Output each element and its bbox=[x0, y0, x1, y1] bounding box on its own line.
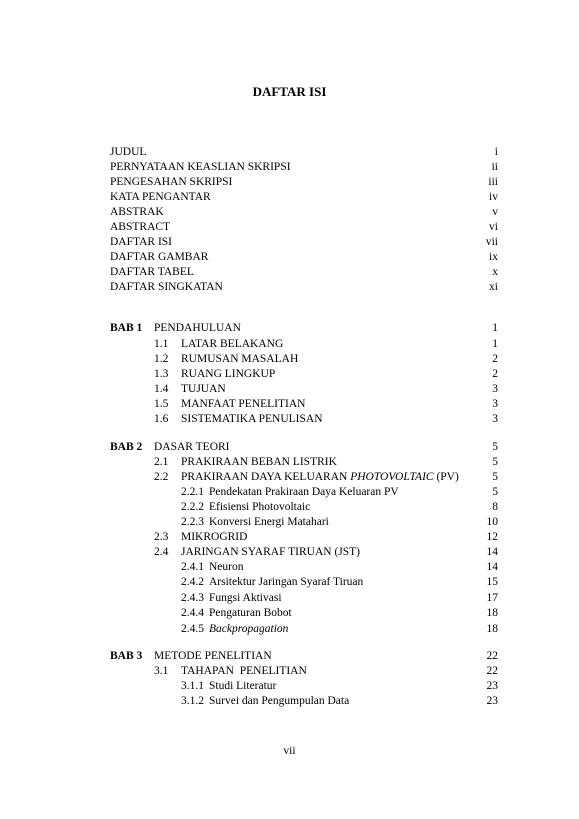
toc-subsection bbox=[110, 500, 498, 515]
toc-section bbox=[110, 382, 498, 397]
section-title: TUJUAN bbox=[181, 383, 226, 395]
toc-entry-page: 8 bbox=[492, 501, 498, 513]
toc-entry bbox=[110, 280, 498, 295]
toc-subsection bbox=[110, 560, 498, 575]
toc-entry-page: 1 bbox=[492, 322, 498, 334]
subsection-number: 2.4.1 bbox=[181, 561, 204, 573]
toc-entry-label: DAFTAR ISI bbox=[110, 236, 173, 248]
toc-entry-page: 5 bbox=[492, 441, 498, 453]
toc-entry-page: 14 bbox=[486, 546, 498, 558]
toc-entry bbox=[110, 175, 498, 190]
toc-entry-page: 5 bbox=[492, 456, 498, 468]
section-title: RUANG LINGKUP bbox=[181, 368, 276, 380]
toc-entry-label: DAFTAR GAMBAR bbox=[110, 251, 209, 263]
section-number: 2.4 bbox=[154, 546, 169, 558]
subsection-title: Studi Literatur bbox=[209, 680, 277, 692]
toc-section bbox=[110, 352, 498, 367]
section-number: 2.1 bbox=[154, 456, 169, 468]
toc-entry-label: PENGESAHAN SKRIPSI bbox=[110, 176, 233, 188]
toc-subsection bbox=[110, 515, 498, 530]
toc-entry-page: vii bbox=[485, 236, 498, 248]
subsection-title: Pengaturan Bobot bbox=[209, 607, 292, 619]
toc-chapter bbox=[110, 440, 498, 455]
toc-entry-page: 18 bbox=[486, 607, 498, 619]
toc-entry-page: 3 bbox=[492, 413, 498, 425]
subsection-number: 2.4.3 bbox=[181, 592, 204, 604]
toc-entry-page: xi bbox=[489, 281, 498, 293]
section-number: 1.1 bbox=[154, 338, 169, 350]
subsection-number: 2.2.1 bbox=[181, 486, 204, 498]
chapter-title: PENDAHULUAN bbox=[154, 322, 241, 334]
toc-entry-label: ABSTRAK bbox=[110, 206, 164, 218]
toc-entry-page: 3 bbox=[492, 383, 498, 395]
section-title bbox=[181, 470, 459, 485]
section-title-italic: PHOTOVOLTAIC bbox=[350, 471, 434, 483]
subsection-title: Efisiensi Photovoltaic bbox=[209, 501, 311, 513]
subsection-number: 2.2.2 bbox=[181, 501, 204, 513]
subsection-number: 2.4.5 bbox=[181, 623, 204, 635]
toc-entry-page: 2 bbox=[492, 368, 498, 380]
chapter-number: BAB 1 bbox=[110, 322, 143, 334]
section-title: RUMUSAN MASALAH bbox=[181, 353, 299, 365]
toc-entry-page: 1 bbox=[492, 338, 498, 350]
toc-subsection bbox=[110, 679, 498, 694]
subsection-number: 2.2.3 bbox=[181, 516, 204, 528]
section-title: PRAKIRAAN BEBAN LISTRIK bbox=[181, 456, 337, 468]
subsection-title: Arsitektur Jaringan Syaraf Tiruan bbox=[209, 576, 364, 588]
section-title-part: PRAKIRAAN DAYA KELUARAN bbox=[181, 471, 351, 483]
toc-entry bbox=[110, 265, 498, 280]
toc-subsection bbox=[110, 606, 498, 621]
toc-section bbox=[110, 412, 498, 427]
subsection-title: Survei dan Pengumpulan Data bbox=[209, 695, 350, 707]
toc-entry bbox=[110, 190, 498, 205]
toc-chapter bbox=[110, 649, 498, 664]
subsection-title: Konversi Energi Matahari bbox=[209, 516, 329, 528]
toc-section bbox=[110, 455, 498, 470]
section-number: 1.2 bbox=[154, 353, 169, 365]
toc-entry-page: 10 bbox=[486, 516, 498, 528]
section-title-part: (PV) bbox=[433, 471, 459, 483]
section-number: 2.2 bbox=[154, 471, 169, 483]
toc-entry bbox=[110, 145, 498, 160]
subsection-number: 3.1.1 bbox=[181, 680, 204, 692]
toc-entry-page: ii bbox=[491, 161, 498, 173]
toc-entry-page: 2 bbox=[492, 353, 498, 365]
toc-entry bbox=[110, 250, 498, 265]
subsection-title: Backpropagation bbox=[209, 623, 289, 635]
toc-subsection bbox=[110, 575, 498, 590]
subsection-title: Fungsi Aktivasi bbox=[209, 592, 282, 604]
toc-section bbox=[110, 337, 498, 352]
page-title: DAFTAR ISI bbox=[252, 84, 327, 99]
toc-entry-page: 15 bbox=[486, 576, 498, 588]
toc-subsection bbox=[110, 622, 498, 637]
section-title: SISTEMATIKA PENULISAN bbox=[181, 413, 323, 425]
toc-entry-label: DAFTAR SINGKATAN bbox=[110, 281, 223, 293]
toc-section bbox=[110, 470, 498, 485]
toc-entry bbox=[110, 235, 498, 250]
subsection-title: Neuron bbox=[209, 561, 244, 573]
toc-entry-label: DAFTAR TABEL bbox=[110, 266, 194, 278]
section-title: TAHAPAN PENELITIAN bbox=[181, 665, 307, 677]
toc-entry-page: ix bbox=[489, 251, 498, 263]
toc-subsection bbox=[110, 591, 498, 606]
toc-section bbox=[110, 397, 498, 412]
toc-subsection bbox=[110, 485, 498, 500]
section-number: 1.4 bbox=[154, 383, 169, 395]
section-title: MANFAAT PENELITIAN bbox=[181, 398, 306, 410]
toc-entry bbox=[110, 160, 498, 175]
toc-entry-page: i bbox=[494, 146, 498, 158]
subsection-number: 2.4.2 bbox=[181, 576, 204, 588]
section-title: LATAR BELAKANG bbox=[181, 338, 284, 350]
subsection-title: Pendekatan Prakiraan Daya Keluaran PV bbox=[209, 486, 399, 498]
toc-entry-page: 18 bbox=[486, 623, 498, 635]
toc-entry-label: ABSTRACT bbox=[110, 221, 171, 233]
section-number: 2.3 bbox=[154, 531, 169, 543]
toc-entry-page: iv bbox=[489, 191, 498, 203]
subsection-number: 2.4.4 bbox=[181, 607, 204, 619]
toc-entry-page: 5 bbox=[492, 486, 498, 498]
section-number: 1.5 bbox=[154, 398, 169, 410]
toc-subsection bbox=[110, 694, 498, 709]
toc-entry-page: 5 bbox=[492, 471, 498, 483]
toc-entry-label: KATA PENGANTAR bbox=[110, 191, 211, 203]
toc-entry-page: 3 bbox=[492, 398, 498, 410]
section-title: JARINGAN SYARAF TIRUAN (JST) bbox=[181, 546, 361, 558]
subsection-number: 3.1.2 bbox=[181, 695, 204, 707]
toc-entry-page: 12 bbox=[486, 531, 498, 543]
toc-section bbox=[110, 530, 498, 545]
section-number: 3.1 bbox=[154, 665, 169, 677]
toc-entry-label: PERNYATAAN KEASLIAN SKRIPSI bbox=[110, 161, 291, 173]
toc-entry-page: 17 bbox=[486, 592, 498, 604]
page-number: vii bbox=[283, 745, 296, 757]
toc-entry-page: 14 bbox=[486, 561, 498, 573]
toc-entry bbox=[110, 205, 498, 220]
toc-entry-page: iii bbox=[488, 176, 498, 188]
section-title: MIKROGRID bbox=[181, 531, 248, 543]
toc-entry-page: x bbox=[492, 266, 498, 278]
toc-entry bbox=[110, 220, 498, 235]
toc-entry-page: 23 bbox=[486, 695, 498, 707]
toc-entry-page: v bbox=[492, 206, 498, 218]
toc-section bbox=[110, 367, 498, 382]
toc-entry-label: JUDUL bbox=[110, 146, 147, 158]
chapter-number: BAB 2 bbox=[110, 441, 143, 453]
toc-entry-page: 23 bbox=[486, 680, 498, 692]
section-number: 1.3 bbox=[154, 368, 169, 380]
toc-section bbox=[110, 664, 498, 679]
toc-chapter bbox=[110, 321, 498, 336]
toc-entry-page: 22 bbox=[486, 665, 498, 677]
chapter-number: BAB 3 bbox=[110, 650, 143, 662]
chapter-title: DASAR TEORI bbox=[154, 441, 230, 453]
chapter-title: METODE PENELITIAN bbox=[154, 650, 272, 662]
toc-section bbox=[110, 545, 498, 560]
toc-entry-page: vi bbox=[489, 221, 498, 233]
section-number: 1.6 bbox=[154, 413, 169, 425]
toc-entry-page: 22 bbox=[486, 650, 498, 662]
